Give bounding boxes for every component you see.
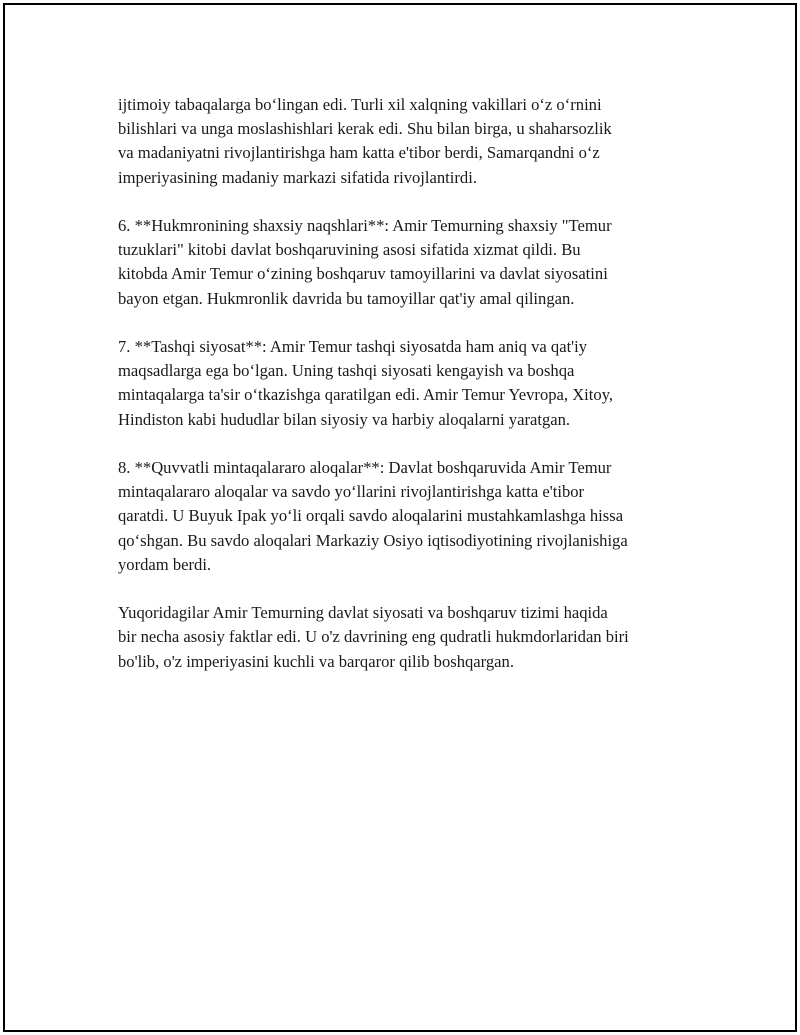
text-line: Yuqoridagilar Amir Temurning davlat siyosati va boshqaruv tizimi haqida [118, 603, 608, 623]
paragraph-item-8 [118, 456, 698, 577]
text-line: va madaniyatni rivojlantirishga ham katta e'tibor berdi, Samarqandni oʻz [118, 143, 600, 163]
text-line: maqsadlarga ega boʻlgan. Uning tashqi siyosati kengayish va boshqa [118, 361, 575, 381]
text-line: mintaqalarga ta'sir oʻtkazishga qaratilgan edi. Amir Temur Yevropa, Xitoy, [118, 385, 614, 405]
text-line: qaratdi. U Buyuk Ipak yoʻli orqali savdo aloqalarini mustahkamlashga hissa [118, 506, 624, 526]
text-line: 6. **Hukmronining shaxsiy naqshlari**: Amir Temurning shaxsiy "Temur [118, 216, 612, 235]
paragraph-item-7 [118, 335, 698, 432]
paragraph-intro-continuation [118, 93, 698, 190]
text-line: yordam berdi. [118, 554, 212, 574]
text-line: bayon etgan. Hukmronlik davrida bu tamoyillar qat'iy amal qilingan. [118, 288, 575, 308]
text-line: mintaqalararo aloqalar va savdo yoʻllarini rivojlantirishga katta e'tibor [118, 482, 585, 502]
paragraph-conclusion [118, 601, 698, 674]
text-line: ijtimoiy tabaqalarga boʻlingan edi. Turli xil xalqning vakillari oʻz oʻrnini [118, 95, 602, 114]
document-body [118, 93, 698, 698]
text-line: imperiyasining madaniy markazi sifatida rivojlantirdi. [118, 167, 477, 187]
text-line: 7. **Tashqi siyosat**: Amir Temur tashqi siyosatda ham aniq va qat'iy [118, 337, 588, 356]
text-line: bo'lib, o'z imperiyasini kuchli va barqaror qilib boshqargan. [118, 651, 514, 671]
text-line: qoʻshgan. Bu savdo aloqalari Markaziy Osiyo iqtisodiyotining rivojlanishiga [118, 530, 628, 550]
text-line: 8. **Quvvatli mintaqalararo aloqalar**: Davlat boshqaruvida Amir Temur [118, 458, 612, 477]
text-line: Hindiston kabi hududlar bilan siyosiy va harbiy aloqalarni yaratgan. [118, 409, 571, 429]
text-line: kitobda Amir Temur oʻzining boshqaruv tamoyillarini va davlat siyosatini [118, 264, 608, 284]
text-line: bilishlari va unga moslashishlari kerak edi. Shu bilan birga, u shaharsozlik [118, 119, 612, 139]
text-line: tuzuklari" kitobi davlat boshqaruvining asosi sifatida xizmat qildi. Bu [118, 240, 581, 260]
paragraph-item-6 [118, 214, 698, 311]
text-line: bir necha asosiy faktlar edi. U o'z davrining eng qudratli hukmdorlaridan biri [118, 627, 629, 647]
